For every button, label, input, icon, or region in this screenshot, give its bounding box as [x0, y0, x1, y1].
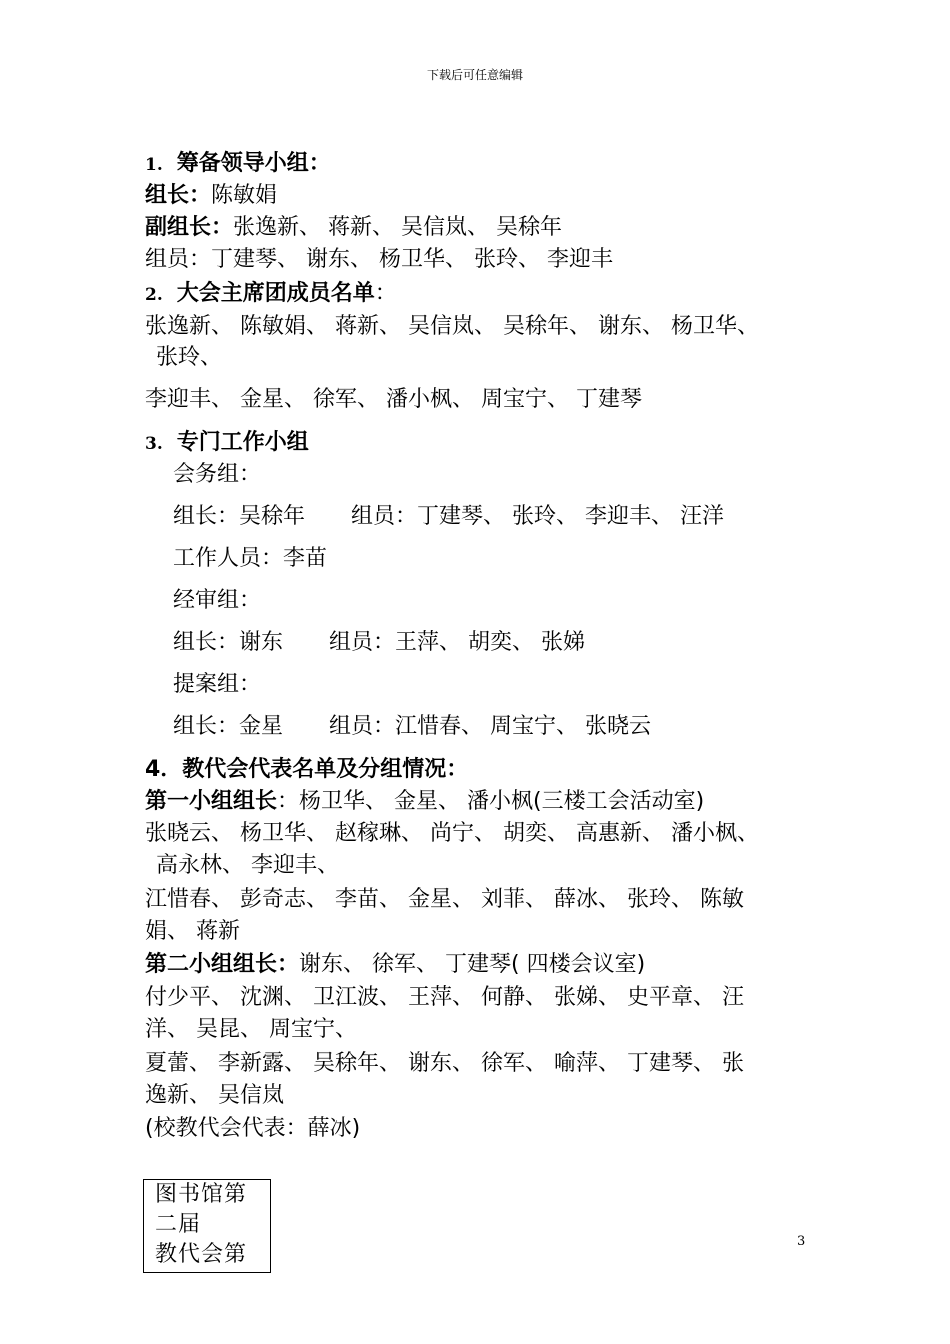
section-1-number: 1.	[145, 155, 163, 175]
presidium-line-1: 张逸新、 陈敏娟、 蒋新、 吴信岚、 吴稌年、 谢东、 杨卫华、	[145, 314, 759, 339]
group-1-members-line-1: 张晓云、 杨卫华、 赵稼琳、 尚宁、 胡奕、 高惠新、 潘小枫、	[145, 821, 759, 846]
deputy-label: 副组长：	[145, 215, 234, 240]
group-proposal-title: 提案组：	[173, 672, 262, 697]
section-2-title: 大会主席团成员名单	[176, 281, 375, 306]
group-2-leaders: 谢东、 徐军、 丁建琴( 四楼会议室)	[299, 952, 646, 977]
group-2-heading	[145, 951, 645, 979]
section-1-members-line: 组员：丁建琴、 谢东、 杨卫华、 张玲、 李迎丰	[145, 247, 613, 272]
group-audit-title: 经审组：	[173, 588, 262, 613]
group-audit-leader: 组长：谢东	[173, 630, 284, 655]
group-2-members-line-1: 付少平、 沈渊、 卫江波、 王萍、 何静、 张娣、 史平章、 汪	[145, 985, 744, 1010]
page-number: 3	[797, 1234, 806, 1249]
section-1-title: 筹备领导小组：	[176, 151, 331, 176]
section-1-heading	[145, 150, 331, 179]
group-2-label: 第二小组组长：	[145, 952, 300, 977]
section-2-number: 2.	[145, 285, 163, 305]
section-3-number: 3.	[145, 434, 163, 454]
group-affairs-members: 组员：丁建琴、 张玲、 李迎丰、 汪洋	[351, 504, 724, 529]
representative-note: (校教代会代表：薛冰)	[145, 1116, 361, 1141]
group-1-leaders: ：杨卫华、 金星、 潘小枫(三楼工会活动室)	[277, 789, 705, 814]
group-1-members-line-2: 高永林、 李迎丰、	[156, 853, 339, 878]
group-audit-members: 组员：王萍、 胡奕、 张娣	[329, 630, 586, 655]
group-1-label: 第一小组组长	[145, 789, 278, 814]
group-1-heading	[145, 788, 704, 816]
text-box-line-2: 二届	[155, 1212, 202, 1237]
group-affairs-line	[173, 503, 724, 531]
group-proposal-line	[173, 713, 651, 741]
group-2-members-line-4: 逸新、 吴信岚	[145, 1083, 284, 1108]
section-1-leader-line	[145, 182, 277, 210]
leader-label: 组长：	[145, 183, 212, 208]
section-2-heading	[145, 280, 397, 309]
presidium-line-3: 李迎丰、 金星、 徐军、 潘小枫、 周宝宁、 丁建琴	[145, 387, 642, 412]
text-box	[143, 1179, 271, 1273]
section-3-title: 专门工作小组	[176, 430, 309, 455]
group-1-members-line-4: 娟、 蒋新	[145, 919, 240, 944]
group-1-members-line-3: 江惜春、 彭奇志、 李苗、 金星、 刘菲、 薛冰、 张玲、 陈敏	[145, 887, 744, 912]
group-proposal-members: 组员：江惜春、 周宝宁、 张晓云	[329, 714, 652, 739]
leader-name: 陈敏娟	[211, 183, 278, 208]
section-4-title: 4．教代会代表名单及分组情况：	[145, 757, 469, 782]
group-audit-line	[173, 629, 585, 657]
presidium-line-2: 张玲、	[156, 345, 223, 370]
group-2-members-line-2: 洋、 吴昆、 周宝宁、	[145, 1017, 357, 1042]
deputy-names: 张逸新、 蒋新、 吴信岚、 吴稌年	[233, 215, 562, 240]
section-3-heading	[145, 429, 309, 458]
section-2-colon: ：	[374, 281, 397, 306]
section-1-deputy-line	[145, 214, 562, 242]
group-2-members-line-3: 夏蕾、 李新露、 吴稌年、 谢东、 徐军、 喻萍、 丁建琴、 张	[145, 1051, 744, 1076]
group-proposal-leader: 组长：金星	[173, 714, 284, 739]
group-affairs-staff: 工作人员：李苗	[173, 546, 328, 571]
group-affairs-title: 会务组：	[173, 462, 262, 487]
page-header: 下载后可任意编辑	[426, 68, 523, 82]
group-affairs-leader: 组长：吴稌年	[173, 504, 306, 529]
text-box-line-1: 图书馆第	[155, 1182, 248, 1207]
text-box-line-3: 教代会第	[155, 1242, 248, 1267]
